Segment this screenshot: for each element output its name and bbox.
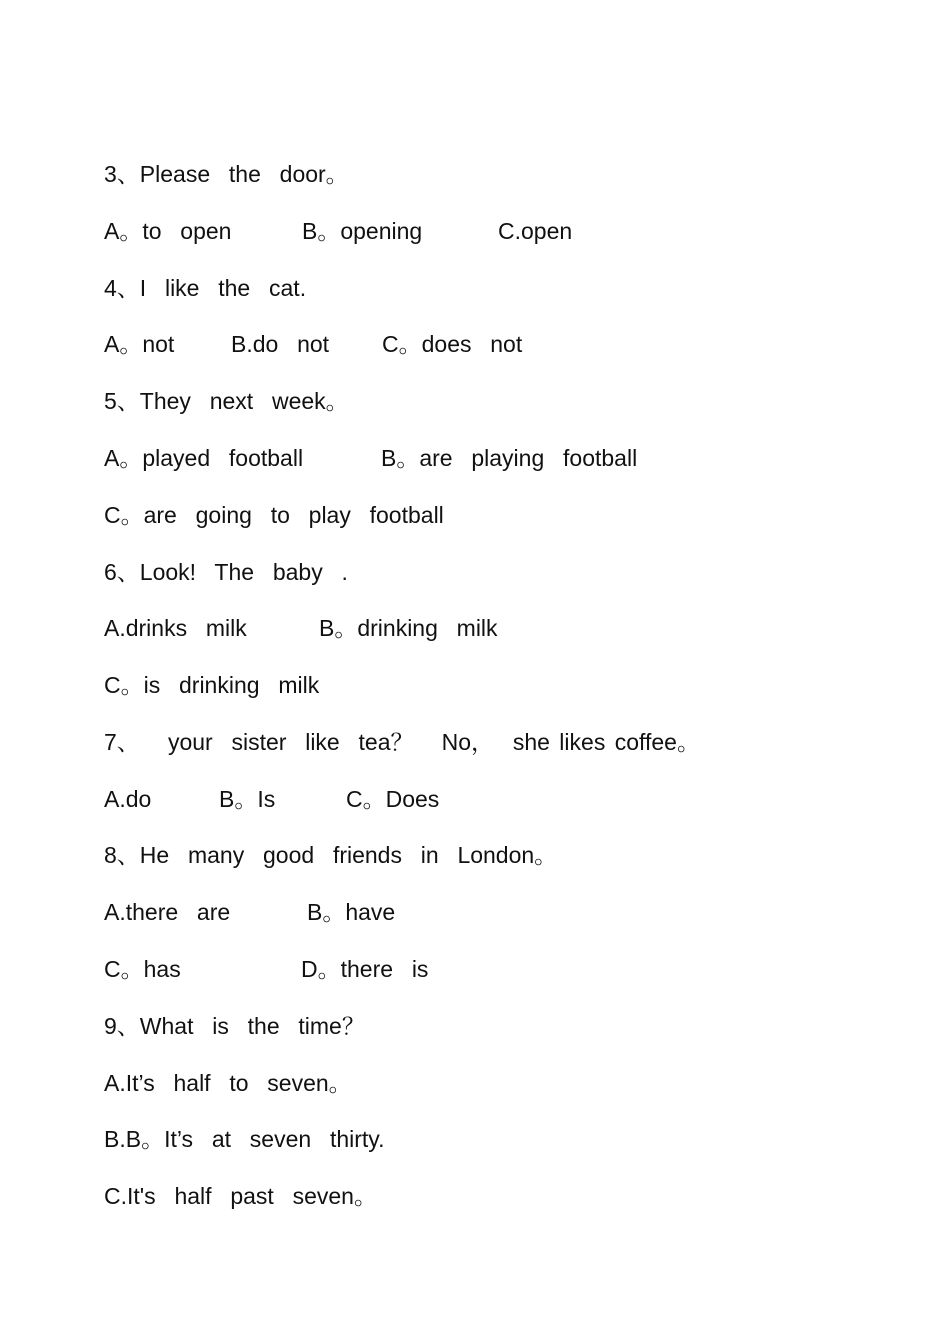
question-4-option-c: C。does not [382,331,523,357]
question-7-stem: 7、 your sister like tea？ No， she likes coffee。 [104,729,700,755]
question-4-options [104,329,523,359]
question-7-option-b: B。Is [219,786,276,812]
question-8-option-d: D。there is [301,956,429,982]
question-6-option-b: B。drinking milk [319,615,498,641]
question-8-options-row-1 [104,897,396,927]
question-8-option-a: A.there are [104,899,231,925]
question-5-options [104,443,638,473]
question-3-option-b: B。opening [302,218,423,244]
question-4-option-a: A。not [104,331,175,357]
question-3-option-a: A。to open [104,218,232,244]
question-3-stem: 3、Please the door。 [104,161,349,187]
question-7-options [104,784,440,814]
question-5-stem: 5、They next week。 [104,388,349,414]
question-8-options-row-2 [104,954,429,984]
question-5-option-b: B。are playing football [381,445,638,471]
question-8-option-c: C。has [104,956,181,982]
question-3-option-c: C.open [498,218,573,244]
question-6-option-c: C。is drinking milk [104,672,320,698]
question-9-option-a: A.It’s half to seven。 [104,1070,352,1096]
question-9-option-b: B.B。It’s at seven thirty. [104,1126,385,1152]
question-4-stem: 4、I like the cat. [104,275,307,301]
question-7-option-a: A.do [104,786,152,812]
question-4-option-b: B.do not [231,331,330,357]
question-6-stem: 6、Look! The baby . [104,559,348,585]
question-5-option-c: C。are going to play football [104,502,444,528]
question-6-option-a: A.drinks milk [104,615,247,641]
question-8-option-b: B。have [307,899,396,925]
question-7-option-c: C。Does [346,786,440,812]
question-8-stem: 8、He many good friends in London。 [104,842,558,868]
question-9-option-c: C.It's half past seven。 [104,1183,377,1209]
question-3-options [104,216,573,246]
question-9-stem: 9、What is the time？ [104,1013,365,1039]
question-6-options [104,613,498,643]
question-5-option-a: A。played football [104,445,304,471]
